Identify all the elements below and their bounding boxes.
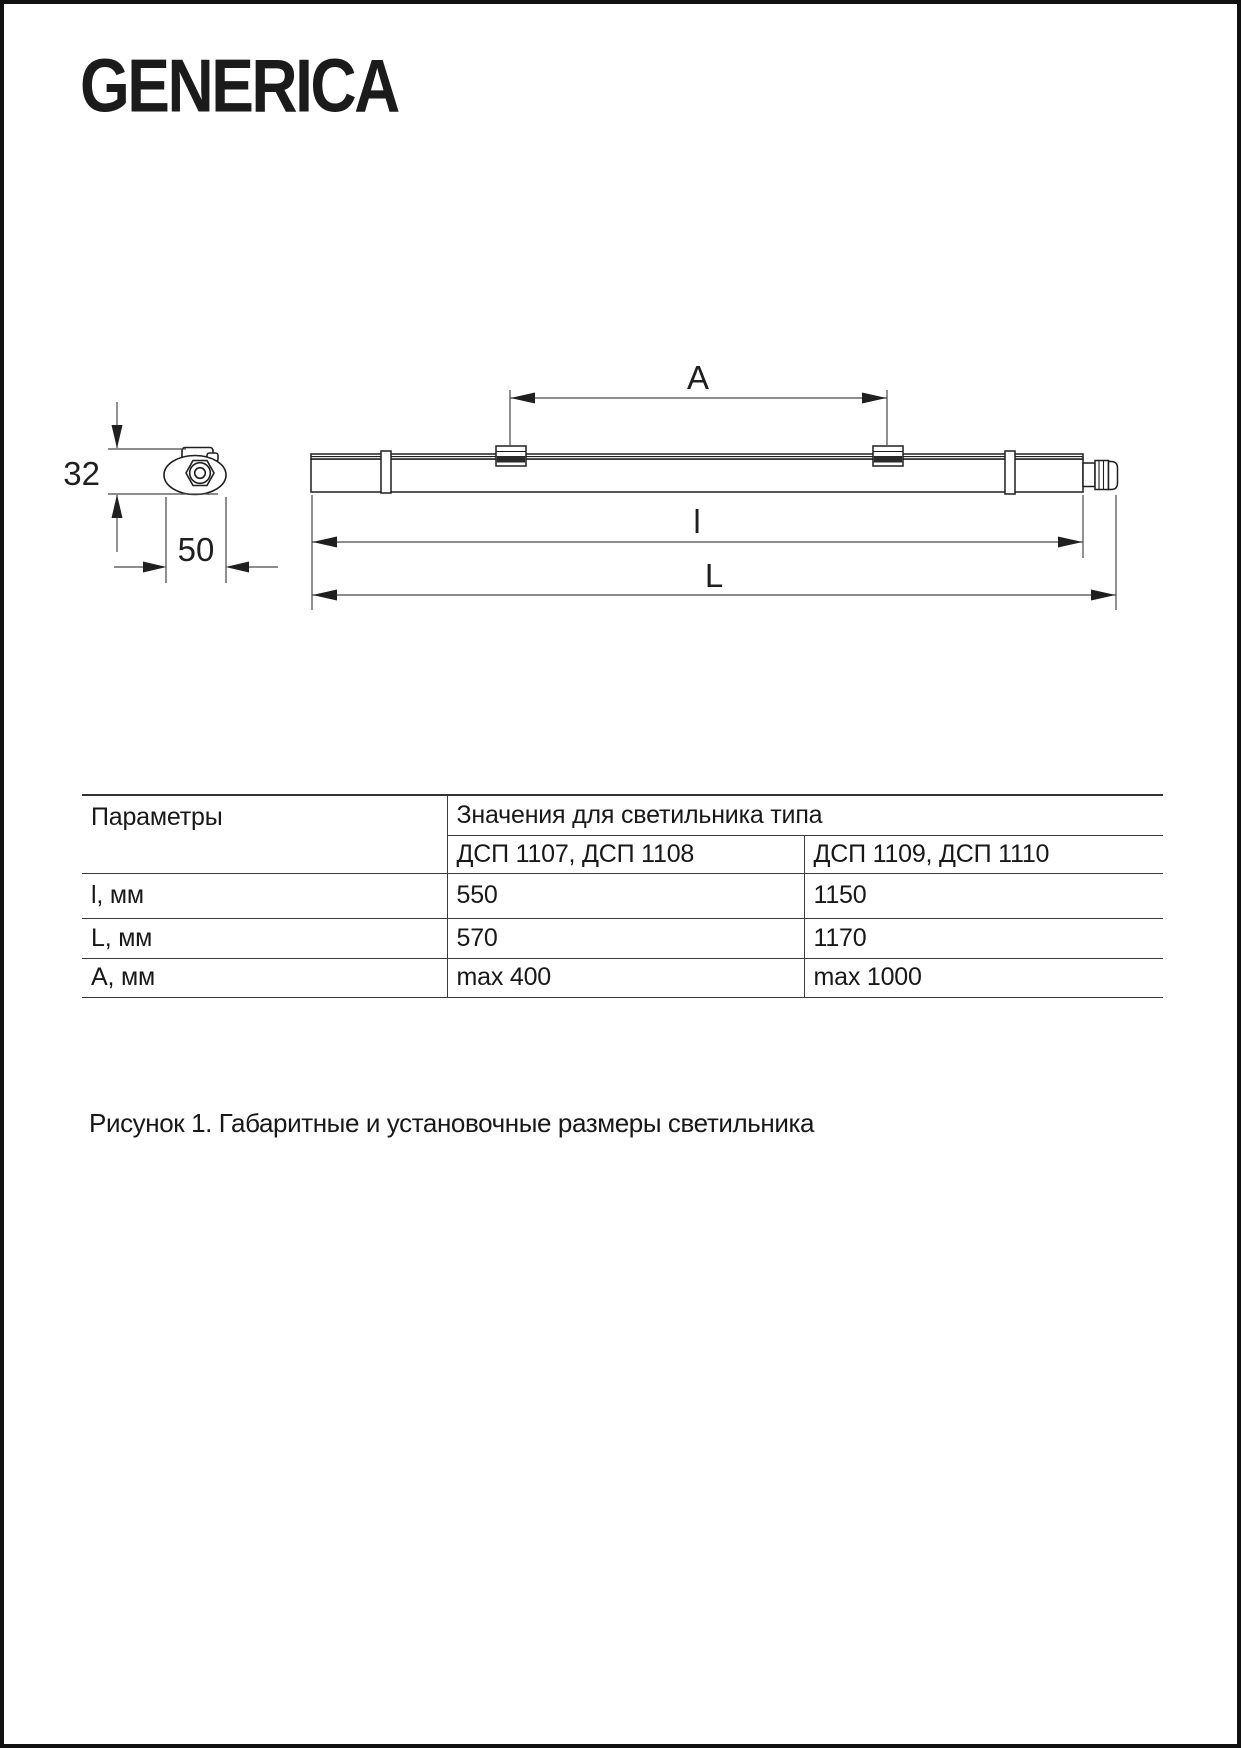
- header-type-1107-1108: ДСП 1107, ДСП 1108: [447, 835, 804, 873]
- row-A-value-1: max 400: [447, 958, 804, 997]
- right-mounting-clip: [873, 446, 903, 466]
- table-row: [82, 873, 1163, 918]
- row-L-param: L, мм: [82, 918, 447, 958]
- dim-label-mount-spacing-A: A: [686, 359, 709, 396]
- side-view: [311, 446, 1118, 494]
- table-header-row-1: [82, 795, 1163, 835]
- row-l-value-2: 1150: [804, 873, 1163, 918]
- luminaire-body: [311, 459, 1083, 492]
- row-l-param: l, мм: [82, 873, 447, 918]
- dim-label-total-length-L: L: [704, 557, 724, 594]
- brand-logo: GENERICA: [80, 43, 398, 129]
- dim-label-body-length-l: l: [693, 503, 701, 540]
- row-L-value-2: 1170: [804, 918, 1163, 958]
- header-type-1109-1110: ДСП 1109, ДСП 1110: [804, 835, 1163, 873]
- header-parameters: Параметры: [82, 795, 447, 873]
- row-l-value-1: 550: [447, 873, 804, 918]
- cross-section-hole-inner: [195, 468, 206, 479]
- dim-A-lines: [510, 390, 887, 445]
- cross-section-view: [164, 448, 226, 495]
- row-L-value-1: 570: [447, 918, 804, 958]
- left-collar: [381, 451, 391, 493]
- row-A-value-2: max 1000: [804, 958, 1163, 997]
- dim-label-width-50: 50: [177, 531, 215, 568]
- row-A-param: A, мм: [82, 958, 447, 997]
- table-row: [82, 918, 1163, 958]
- dim-label-height-32: 32: [63, 455, 100, 492]
- cable-gland: [1083, 461, 1118, 490]
- dimensions-table: [82, 794, 1163, 998]
- dim-32-arrows: [112, 425, 123, 518]
- figure-caption: Рисунок 1. Габаритные и установочные размеры светильника: [89, 1108, 815, 1138]
- table-row: [82, 958, 1163, 997]
- right-collar: [1005, 451, 1015, 494]
- left-mounting-clip: [496, 446, 526, 466]
- header-values: Значения для светильника типа: [447, 795, 1163, 835]
